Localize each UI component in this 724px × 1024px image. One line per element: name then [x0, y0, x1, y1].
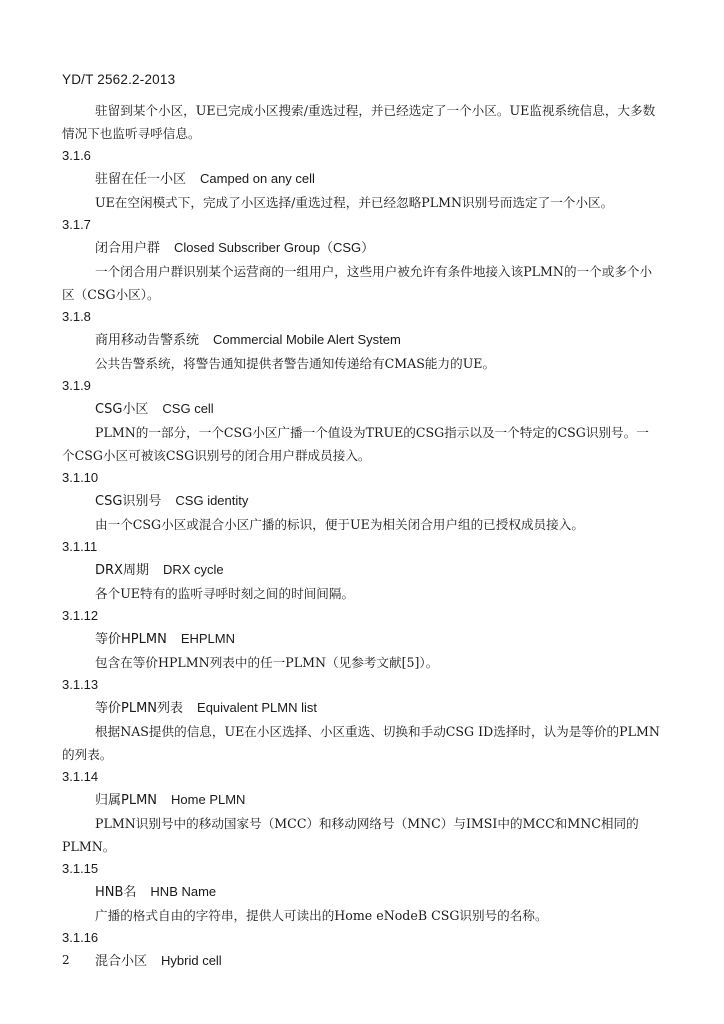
- clause-number: 3.1.7: [62, 217, 91, 232]
- clause-number: 3.1.9: [62, 378, 91, 393]
- definition-entry: [62, 467, 660, 536]
- clause-number: 3.1.16: [62, 930, 99, 945]
- definition-entry: [62, 858, 660, 927]
- term-line: [62, 327, 660, 352]
- definition-entry: [62, 536, 660, 605]
- term-chinese: 商用移动告警系统: [95, 333, 200, 348]
- term-line: [62, 695, 660, 720]
- clause-number: 3.1.14: [62, 769, 99, 784]
- term-english: Hybrid cell: [161, 953, 222, 968]
- standard-header: YD/T 2562.2-2013: [62, 72, 176, 87]
- content-body: [62, 99, 660, 973]
- term-chinese: 归属PLMN: [95, 793, 158, 808]
- page-number: 2: [62, 953, 70, 967]
- definition-text: 根据NAS提供的信息，UE在小区选择、小区重选、切换和手动CSG ID选择时，认为是等价的PLMN的列表。: [62, 724, 660, 762]
- definition-entry: [62, 145, 660, 214]
- term-english: Closed Subscriber Group（CSG）: [174, 240, 375, 255]
- clause-number: 3.1.12: [62, 608, 99, 623]
- term-english: Home PLMN: [171, 792, 246, 807]
- definition-text: 公共告警系统，将警告通知提供者警告通知传递给有CMAS能力的UE。: [95, 356, 496, 371]
- term-line: [62, 396, 660, 421]
- term-chinese: 等价PLMN列表: [95, 701, 184, 716]
- term-line: [62, 488, 660, 513]
- clause-number: 3.1.10: [62, 470, 99, 485]
- definition-entry: [62, 605, 660, 674]
- term-chinese: 等价HPLMN: [95, 632, 167, 647]
- clause-number: 3.1.15: [62, 861, 99, 876]
- definition-entry: [62, 375, 660, 467]
- term-line: [62, 948, 660, 973]
- term-chinese: HNB名: [95, 885, 137, 900]
- definition-entry: [62, 766, 660, 858]
- term-line: [62, 879, 660, 904]
- definition-text: 包含在等价HPLMN列表中的任一PLMN（见参考文献[5]）。: [95, 655, 439, 670]
- term-chinese: CSG识别号: [95, 494, 162, 509]
- intro-paragraph: 驻留到某个小区，UE已完成小区搜索/重选过程，并已经选定了一个小区。UE监视系统信息，大多数情况下也监听寻呼信息。: [62, 103, 656, 141]
- definition-text: PLMN的一部分，一个CSG小区广播一个值设为TRUE的CSG指示以及一个特定的CSG识别号。一个CSG小区可被该CSG识别号的闭合用户群成员接入。: [62, 425, 649, 463]
- term-line: [62, 166, 660, 191]
- term-chinese: CSG小区: [95, 402, 149, 417]
- term-english: DRX cycle: [162, 562, 224, 577]
- term-chinese: 驻留在任一小区: [95, 172, 187, 187]
- definition-text: 广播的格式自由的字符串，提供人可读出的Home eNodeB CSG识别号的名称。: [95, 908, 548, 923]
- term-line: [62, 235, 660, 260]
- definition-text: UE在空闲模式下，完成了小区选择/重选过程，并已经忽略PLMN识别号而选定了一个小区。: [95, 195, 614, 210]
- definition-list: [62, 145, 660, 973]
- term-english: Commercial Mobile Alert System: [213, 332, 401, 347]
- term-english: Equivalent PLMN list: [197, 700, 317, 715]
- definition-entry: [62, 674, 660, 766]
- definition-text: 各个UE特有的监听寻呼时刻之间的时间间隔。: [95, 586, 355, 601]
- term-english: Camped on any cell: [200, 171, 315, 186]
- term-english: CSG cell: [162, 401, 214, 416]
- clause-number: 3.1.8: [62, 309, 91, 324]
- term-english: CSG identity: [175, 493, 249, 508]
- clause-number: 3.1.6: [62, 148, 91, 163]
- term-line: [62, 787, 660, 812]
- definition-entry: [62, 927, 660, 973]
- term-chinese: 闭合用户群: [95, 241, 161, 256]
- definition-text: 由一个CSG小区或混合小区广播的标识，便于UE为相关闭合用户组的已授权成员接入。: [95, 517, 584, 532]
- definition-text: 一个闭合用户群识别某个运营商的一组用户，这些用户被允许有条件地接入该PLMN的一个或多个小区（CSG小区）。: [62, 264, 653, 302]
- term-line: [62, 626, 660, 651]
- definition-entry: [62, 306, 660, 375]
- term-line: [62, 557, 660, 582]
- term-chinese: DRX周期: [95, 563, 149, 578]
- definition-entry: [62, 214, 660, 306]
- clause-number: 3.1.13: [62, 677, 99, 692]
- term-english: EHPLMN: [180, 631, 235, 646]
- term-chinese: 混合小区: [95, 954, 148, 969]
- definition-text: PLMN识别号中的移动国家号（MCC）和移动网络号（MNC）与IMSI中的MCC和MNC相同的PLMN。: [62, 816, 639, 854]
- term-english: HNB Name: [150, 884, 217, 899]
- clause-number: 3.1.11: [62, 539, 98, 554]
